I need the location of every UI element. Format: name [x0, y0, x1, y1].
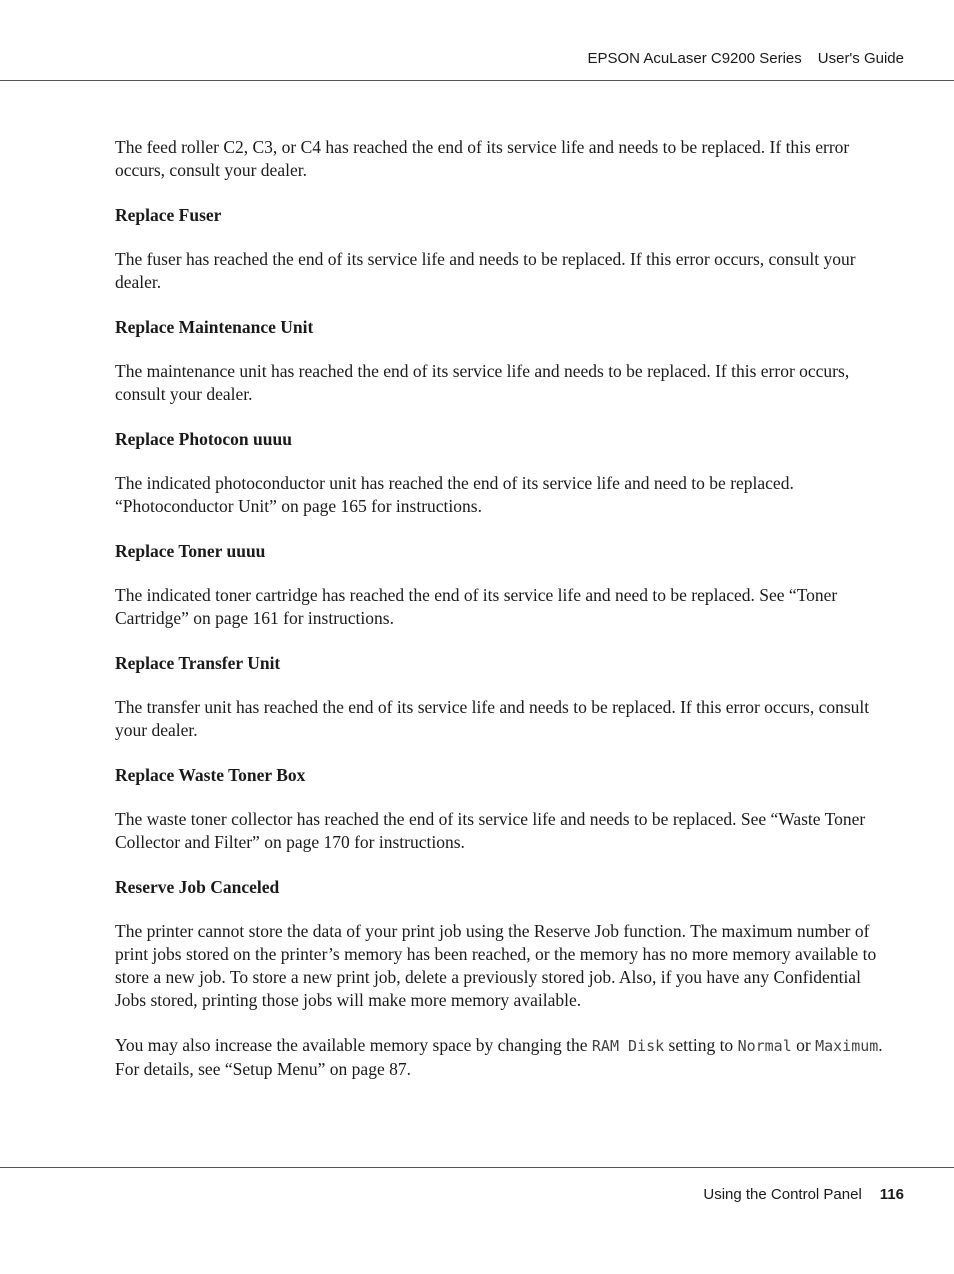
heading-reserve-job-canceled: Reserve Job Canceled — [115, 877, 280, 897]
ram-disk-setting: RAM Disk — [591, 1037, 665, 1055]
paragraph-replace-maintenance-unit: The maintenance unit has reached the end of its service life and needs to be replaced. If this error occurs, consult your dealer. — [115, 361, 850, 404]
memory-text-4: . For details, see “Setup Menu” on page 87. — [115, 1035, 883, 1079]
heading-replace-transfer-unit: Replace Transfer Unit — [115, 653, 281, 673]
page-footer — [703, 1186, 904, 1203]
normal-setting: Normal — [737, 1037, 792, 1055]
footer-rule — [0, 1167, 954, 1168]
memory-text-1: You may also increase the available memory space by changing the — [115, 1035, 592, 1055]
memory-text-2: setting to — [664, 1035, 738, 1055]
header-product: EPSON AcuLaser C9200 Series — [587, 50, 802, 67]
heading-replace-maintenance-unit: Replace Maintenance Unit — [115, 317, 314, 337]
page-number: 116 — [879, 1186, 904, 1203]
header-rule — [0, 80, 954, 81]
heading-replace-fuser: Replace Fuser — [115, 205, 222, 225]
footer-section: Using the Control Panel — [703, 1186, 862, 1203]
paragraph-replace-toner: The indicated toner cartridge has reached the end of its service life and need to be replaced. See “Toner Cartridge” on page 161 for instructions. — [115, 585, 838, 628]
paragraph-replace-photocon: The indicated photoconductor unit has reached the end of its service life and need to be replaced. “Photoconductor Unit” on page 165 for instructions. — [115, 473, 794, 516]
memory-text-3: or — [791, 1035, 816, 1055]
intro-paragraph: The feed roller C2, C3, or C4 has reached the end of its service life and needs to be replaced. If this error occurs, consult your dealer. — [115, 137, 850, 180]
heading-replace-photocon: Replace Photocon uuuu — [115, 429, 292, 449]
page-content — [115, 136, 885, 1103]
paragraph-replace-waste-toner-box: The waste toner collector has reached the end of its service life and needs to be replaced. See “Waste Toner Collector and Filter” on page 170 for instructions. — [115, 809, 866, 852]
heading-replace-waste-toner-box: Replace Waste Toner Box — [115, 765, 306, 785]
paragraph-replace-transfer-unit: The transfer unit has reached the end of its service life and needs to be replaced. If this error occurs, consult your dealer. — [115, 697, 870, 740]
maximum-setting: Maximum — [815, 1037, 879, 1055]
paragraph-memory-settings — [115, 1034, 885, 1081]
paragraph-reserve-job-canceled: The printer cannot store the data of your print job using the Reserve Job function. The maximum number of print jobs stored on the printer’s memory has been reached, or the memory has no more memory available to store a new job. To store a new print job, delete a previously stored job. Also, if you have any Confidential Jobs stored, printing those jobs will make more memory available. — [115, 921, 877, 1010]
header-guide: User's Guide — [817, 50, 904, 67]
page-header — [587, 50, 904, 67]
heading-replace-toner: Replace Toner uuuu — [115, 541, 266, 561]
paragraph-replace-fuser: The fuser has reached the end of its service life and needs to be replaced. If this error occurs, consult your dealer. — [115, 249, 856, 292]
